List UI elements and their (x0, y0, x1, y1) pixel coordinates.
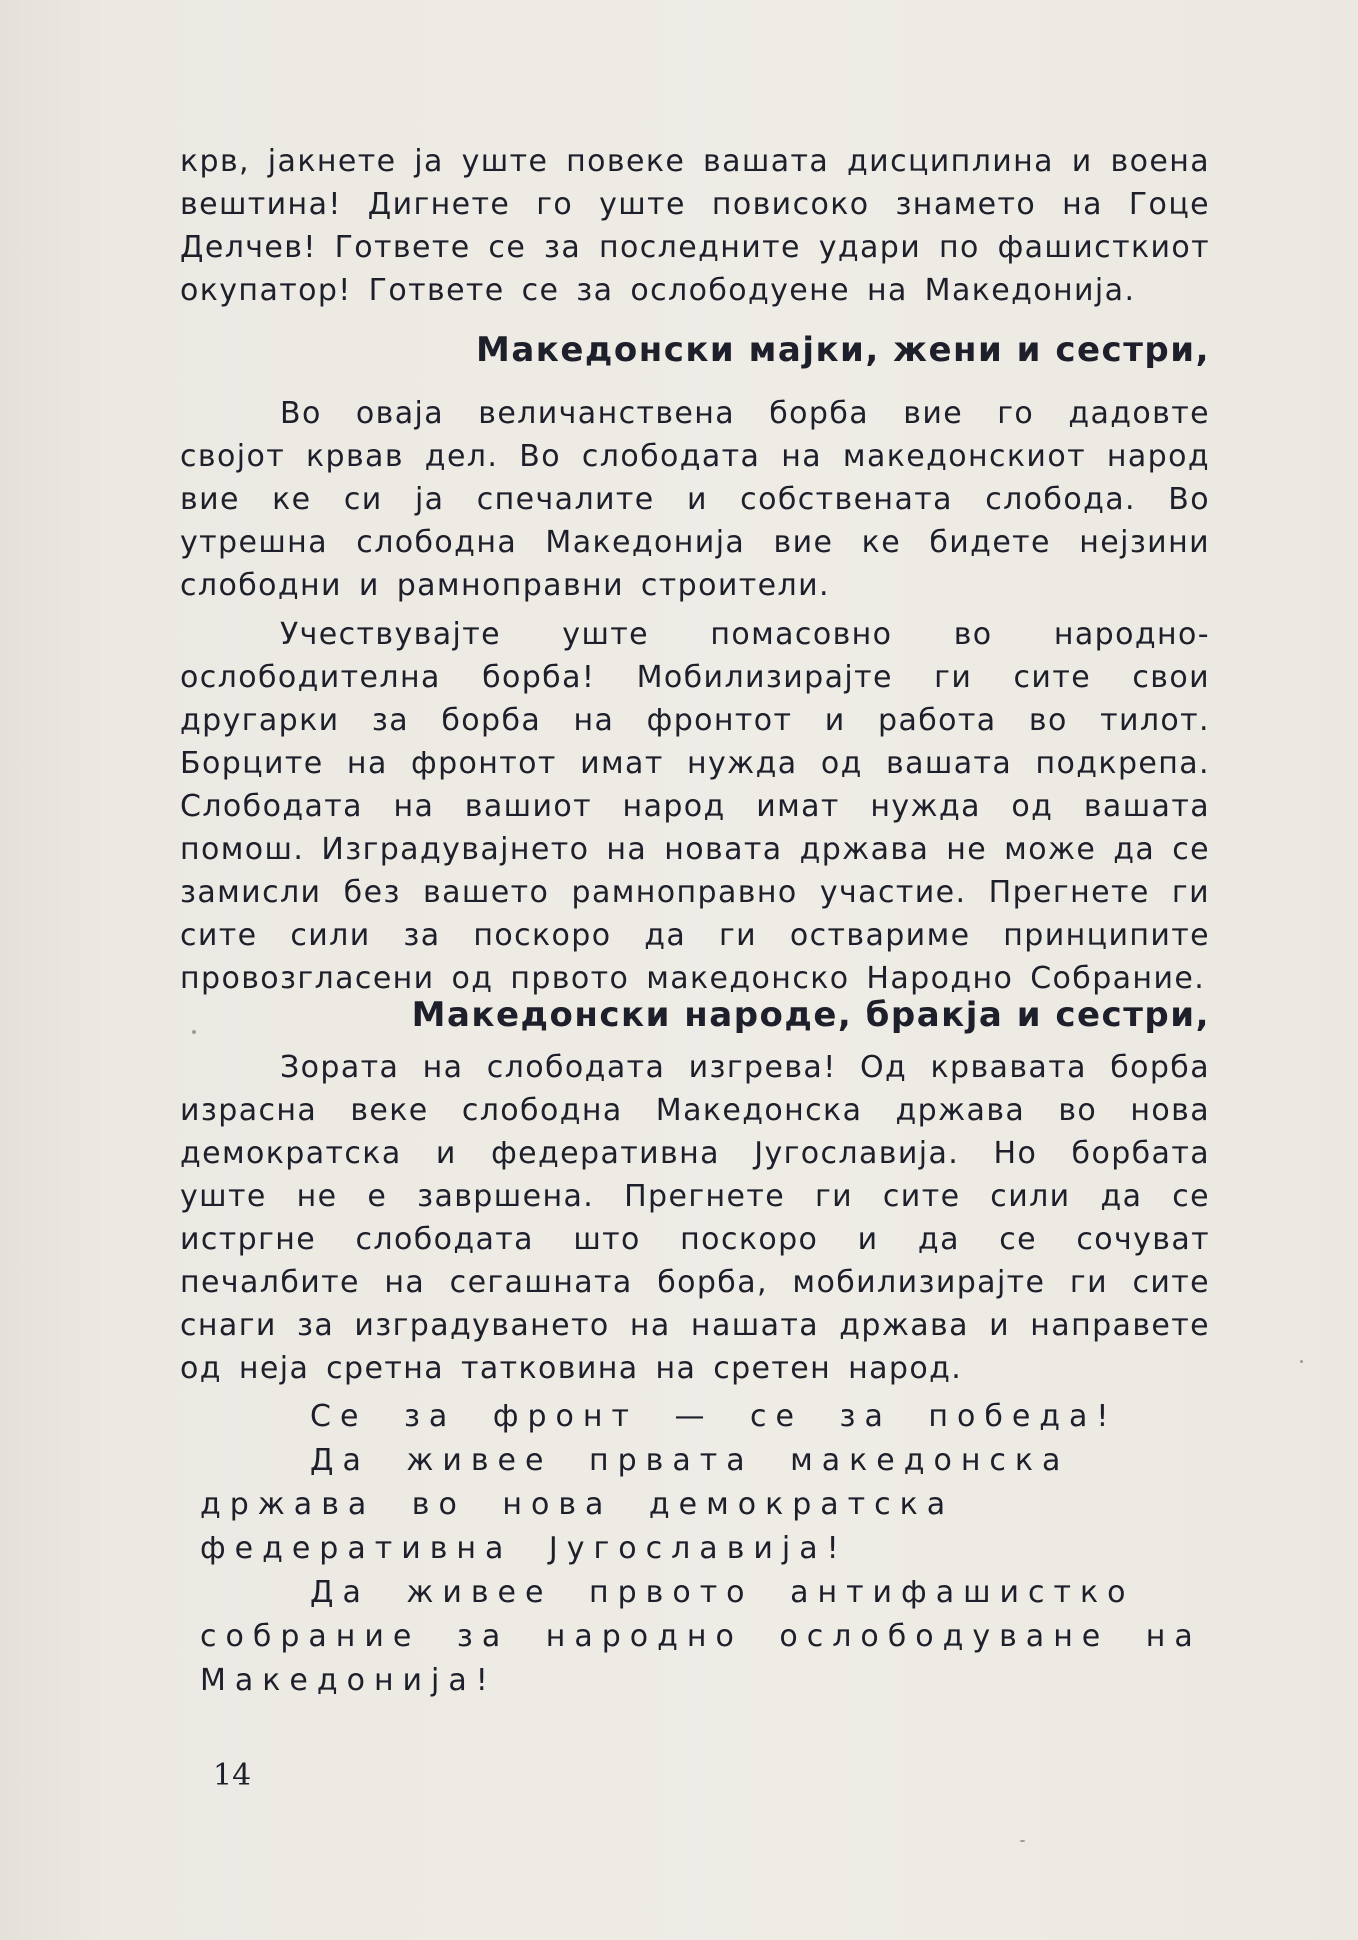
section-people (180, 1046, 1210, 1390)
section-women (180, 392, 1210, 1000)
slogans (200, 1395, 1230, 1703)
paper-speck (192, 1030, 196, 1034)
paper-speck (1020, 1840, 1025, 1842)
slogan-2: Да живее првата македонска држава во нова демократска федеративна Југославија! (200, 1443, 1070, 1566)
slogan-3: Да живее првото антифашистко собрание за народно ослободуване на Македонија! (200, 1575, 1202, 1698)
page-number: 14 (213, 1758, 252, 1793)
slogan-1: Се за фронт — се за победа! (310, 1399, 1118, 1434)
heading-people: Македонски народе, бракја и сестри, (411, 995, 1210, 1035)
opening-paragraph: крв, јакнете ја уште повеке вашата дисциплина и воена вештина! Дигнете го уште повисоко знамето на Гоце Делчев! Гответе се за последните удари по фашисткиот окупатор! Гответе се за ослободуене на Македонија. (180, 144, 1210, 308)
heading-women: Македонски мајки, жени и сестри, (475, 330, 1210, 370)
people-paragraph-1: Зората на слободата изгрева! Од крвавата борба израсна веке слободна Македонска држава во нова демократска и федеративна Југославија. Но борбата уште не е завршена. Прегнете ги сите сили да се истргне слободата што поскоро и да се сочуват печалбите на сегашната борба, мобилизирајте ги сите снаги за изградуването на нашата држава и направете од неја сретна татковина на сретен народ. (180, 1050, 1210, 1386)
women-paragraph-2: Учествувајте уште помасовно во народно-ослободителна борба! Мобилизирајте ги сите свои другарки за борба на фронтот и работа во тилот. Борците на фронтот имат нужда од вашата подкрепа. Слободата на вашиот народ имат нужда од вашата помош. Изградувајнето на новата држава не може да се замисли без вашето рамноправно участие. Прегнете ги сите сили за поскоро да ги оствариме принципите провозгласени од првото македонско Народно Собрание. (180, 617, 1210, 996)
women-paragraph-1: Во оваја величанствена борба вие го дадовте својот крвав дел. Во слободата на македонскиот народ вие ке си ја спечалите и собствената слобода. Во утрешна слободна Македонија вие ке бидете нејзини слободни и рамноправни строители. (180, 396, 1210, 603)
paper-speck (1300, 1360, 1303, 1363)
opening-section (180, 140, 1210, 312)
